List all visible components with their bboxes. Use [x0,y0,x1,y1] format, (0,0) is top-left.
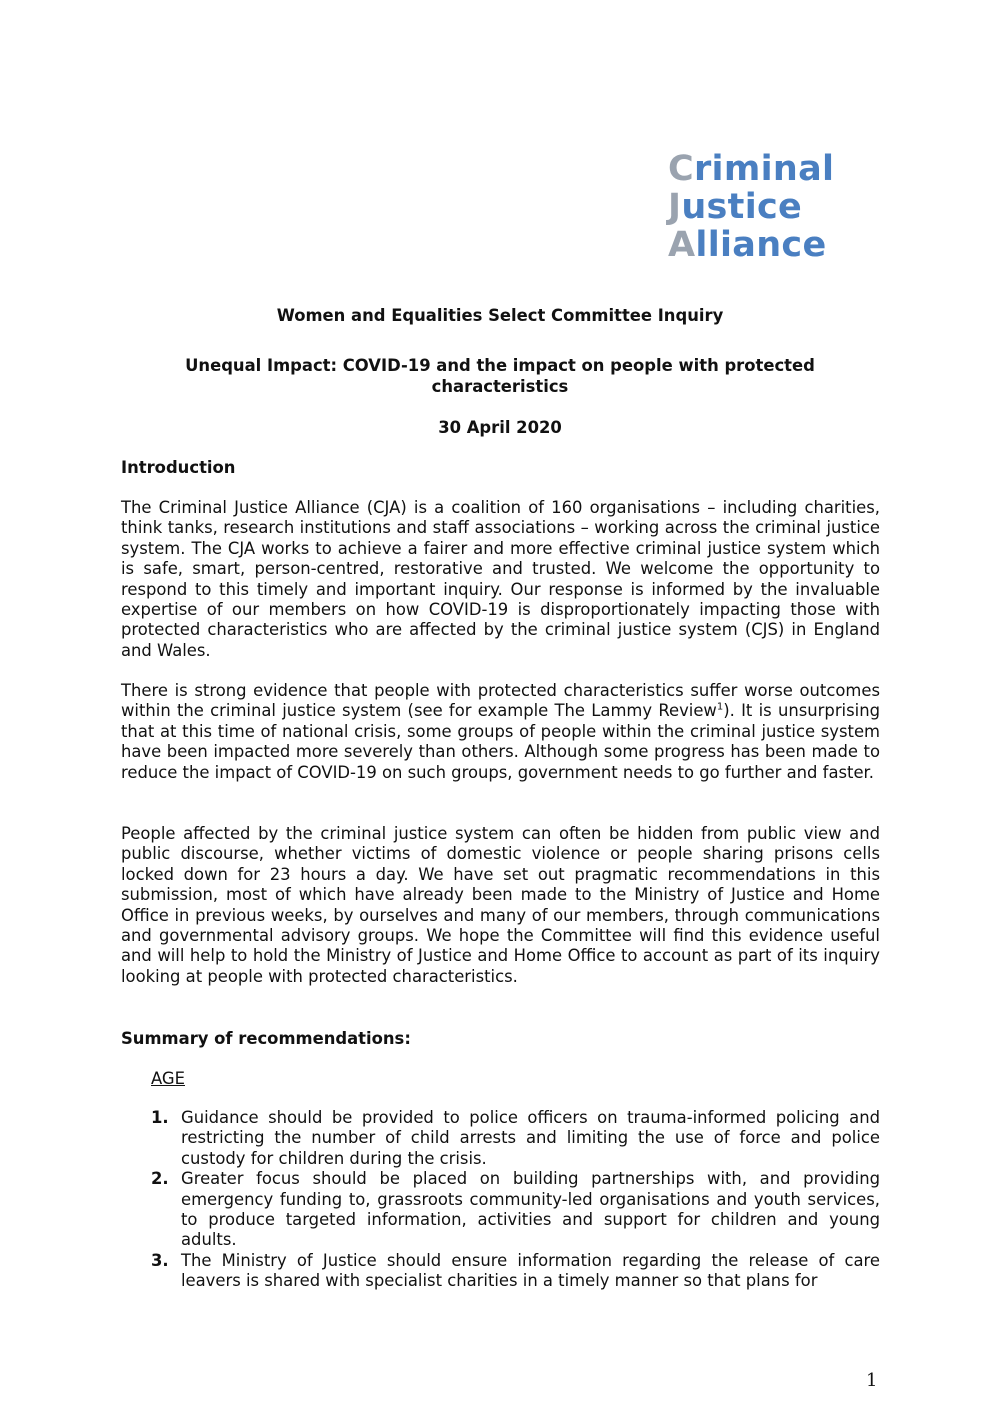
item-text: The Ministry of Justice should ensure information regarding the release of care leavers is shared with specialist charities in a timely manner so that plans for [181,1250,880,1291]
document-title [120,355,880,397]
document-title-line2: characteristics [431,377,569,396]
summary-heading: Summary of recommendations: [121,1029,411,1048]
committee-title: Women and Equalities Select Committee Inquiry [276,306,724,325]
recommendation-item [151,1108,880,1169]
logo-line-justice: Justice [668,187,803,227]
footnote-marker[interactable]: 1 [716,701,724,713]
paragraph-2-start: There is strong evidence that people with protected characteristics suffer worse outcomes within the criminal justice system (see for example The Lammy Review [121,681,880,721]
age-subheading: AGE [151,1069,185,1088]
logo-line-alliance: Alliance [668,225,827,265]
page-number: 1 [866,1370,878,1391]
introduction-heading: Introduction [121,458,236,477]
paragraph-2-end: ). It is unsurprising that at this time of national crisis, some groups of people within the criminal justice system have been impacted more severely than others. Although some progress has been made to reduce the impact of COVID-19 on such groups, government needs to go further and faster. [121,701,880,782]
introduction-paragraph-2 [121,681,880,783]
item-text: Guidance should be provided to police officers on trauma-informed policing and restricting the number of child arrests and limiting the use of force and police custody for children during the crisis. [181,1108,880,1168]
introduction-paragraph-1: The Criminal Justice Alliance (CJA) is a coalition of 160 organisations – including charities, think tanks, research institutions and staff associations – working across the criminal justice system. The CJA works to achieve a fairer and more effective criminal justice system which is safe, smart, person-centred, restorative and trusted. We welcome the opportunity to respond to this timely and important inquiry. Our response is informed by the invaluable expertise of our members on how COVID-19 is disproportionately impacting those with protected characteristics who are affected by the criminal justice system (CJS) in England and Wales. [121,498,880,660]
document-title-line1: Unequal Impact: COVID-19 and the impact on people with protected [185,356,815,375]
item-number: 2. [151,1169,169,1189]
document-date: 30 April 2020 [438,418,562,437]
recommendations-list [151,1108,880,1292]
item-number: 3. [151,1250,169,1270]
item-number: 1. [151,1108,169,1127]
item-text: Greater focus should be placed on building partnerships with, and providing emergency funding to, grassroots community-led organisations and youth services, to produce targeted information, activities and support for children and young adults. [181,1169,880,1250]
recommendation-item [151,1169,880,1251]
recommendation-item [151,1251,880,1292]
cja-logo [668,150,868,264]
introduction-paragraph-3: People affected by the criminal justice system can often be hidden from public view and public discourse, whether victims of domestic violence or people sharing prisons cells locked down for 23 hours a day. We have set out pragmatic recommendations in this submission, most of which have already been made to the Ministry of Justice and Home Office in previous weeks, by ourselves and many of our members, through communications and governmental advisory groups. We hope the Committee will find this evidence useful and will help to hold the Ministry of Justice and Home Office to account as part of its inquiry looking at people with protected characteristics. [121,824,880,986]
logo-line-criminal: Criminal [668,149,835,189]
